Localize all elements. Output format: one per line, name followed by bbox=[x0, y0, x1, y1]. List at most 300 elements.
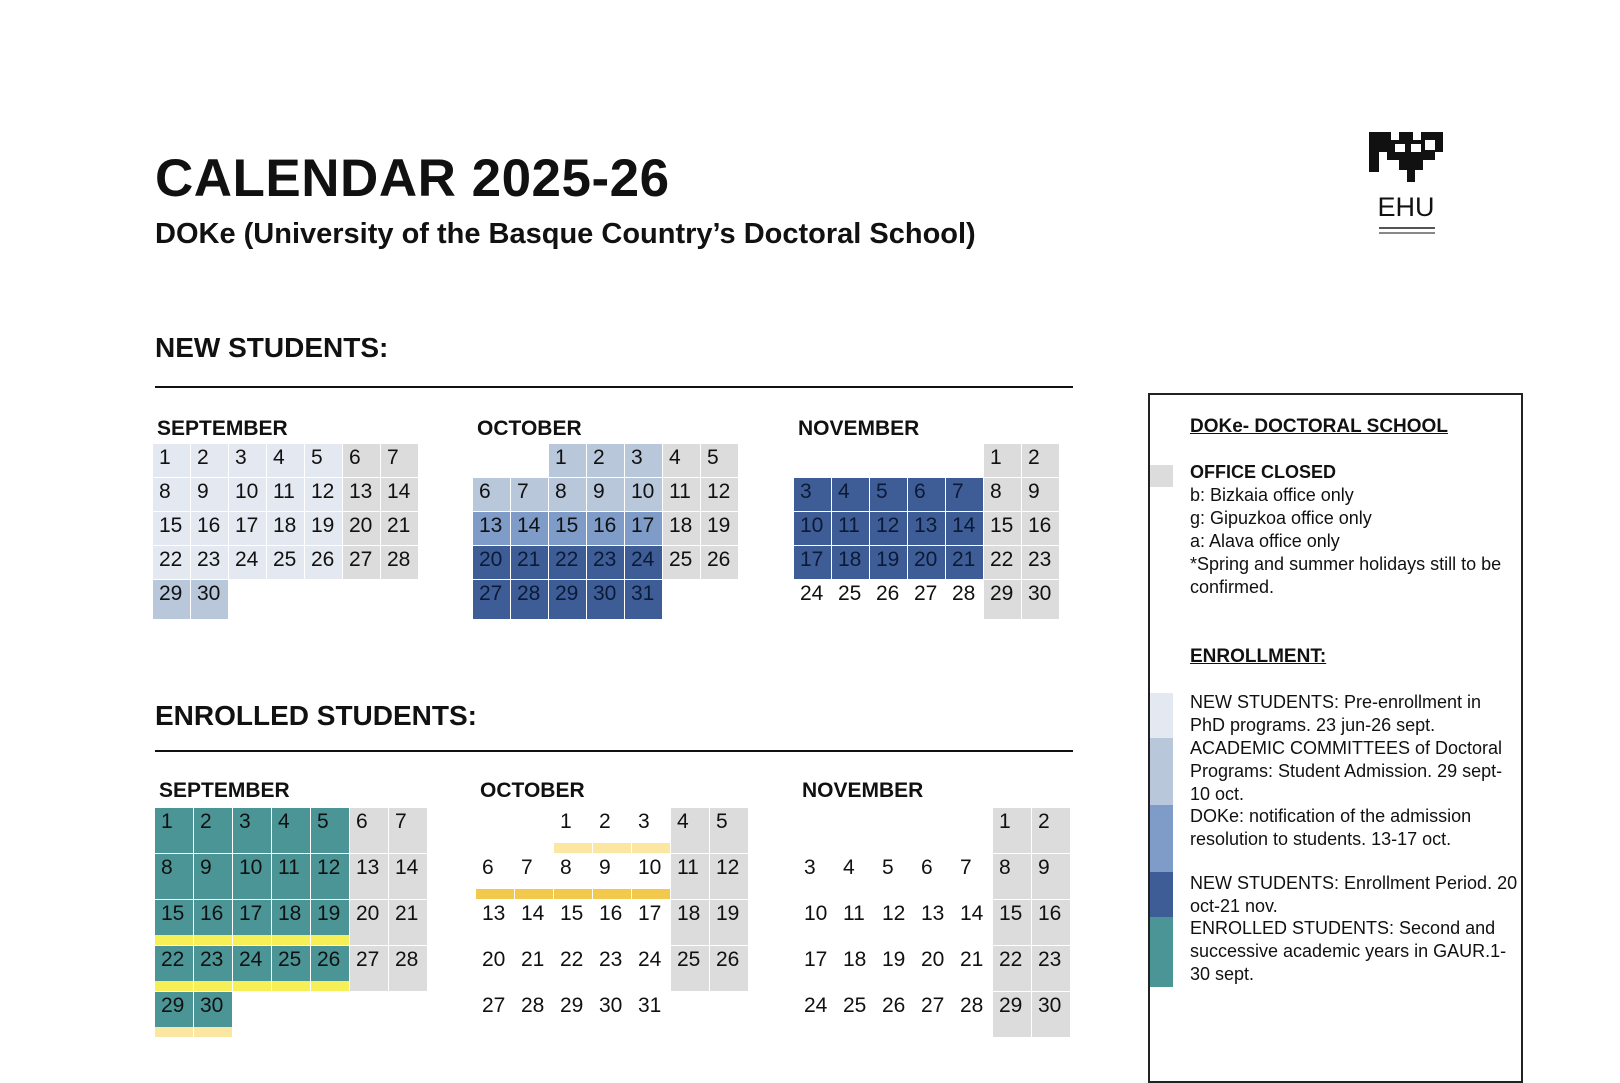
day-number: 11 bbox=[843, 902, 865, 925]
calendar-day bbox=[794, 512, 831, 545]
day-number: 9 bbox=[593, 480, 605, 503]
legend-item-text: ENROLLED STUDENTS: Second and successive academic years in GAUR.1-30 sept. bbox=[1190, 918, 1507, 984]
day-number: 26 bbox=[876, 582, 900, 605]
calendar-day bbox=[272, 946, 310, 991]
day-number: 29 bbox=[560, 994, 584, 1017]
day-number: 12 bbox=[882, 902, 906, 925]
section-heading-new-students: NEW STUDENTS: bbox=[155, 332, 389, 363]
calendar-day bbox=[915, 946, 953, 991]
day-number: 29 bbox=[990, 582, 1014, 605]
calendar-day bbox=[194, 854, 232, 899]
day-number: 18 bbox=[278, 902, 302, 925]
day-number: 12 bbox=[317, 856, 341, 879]
day-number: 11 bbox=[838, 514, 860, 537]
calendar-day bbox=[908, 512, 945, 545]
day-number: 31 bbox=[638, 994, 662, 1017]
calendar-day bbox=[311, 946, 349, 991]
day-number: 16 bbox=[599, 902, 623, 925]
day-number: 15 bbox=[560, 902, 584, 925]
calendar-day bbox=[870, 512, 907, 545]
calendar-day bbox=[671, 946, 709, 991]
calendar-day bbox=[710, 808, 748, 853]
legend-note: *Spring and summer holidays still to be confirmed. bbox=[1190, 554, 1502, 597]
calendar-day bbox=[870, 546, 907, 579]
day-highlight-bar bbox=[272, 935, 310, 945]
month-name: SEPTEMBER bbox=[157, 417, 288, 440]
calendar-day bbox=[908, 546, 945, 579]
calendar-day bbox=[663, 546, 700, 579]
calendar-day bbox=[194, 992, 232, 1037]
day-number: 22 bbox=[555, 548, 579, 571]
logo-tagline-line bbox=[1379, 227, 1435, 229]
calendar-day bbox=[625, 512, 662, 545]
calendar-day bbox=[233, 854, 271, 899]
day-number: 24 bbox=[239, 948, 263, 971]
calendar-day bbox=[549, 444, 586, 477]
day-number: 11 bbox=[669, 480, 691, 503]
month-name: OCTOBER bbox=[477, 417, 582, 440]
calendar-day bbox=[593, 808, 631, 853]
calendar-day bbox=[701, 512, 738, 545]
calendar-day bbox=[632, 854, 670, 899]
day-number: 6 bbox=[479, 480, 491, 503]
calendar-day bbox=[350, 854, 388, 899]
day-highlight-bar bbox=[632, 843, 670, 853]
calendar-day bbox=[794, 580, 831, 619]
day-number: 19 bbox=[716, 902, 740, 925]
day-number: 20 bbox=[349, 514, 373, 537]
calendar-day bbox=[915, 992, 953, 1037]
day-number: 18 bbox=[669, 514, 693, 537]
calendar-day bbox=[593, 854, 631, 899]
calendar-day bbox=[515, 900, 553, 945]
calendar-day bbox=[191, 478, 228, 511]
day-number: 26 bbox=[707, 548, 731, 571]
day-number: 19 bbox=[317, 902, 341, 925]
calendar-day bbox=[701, 478, 738, 511]
legend-swatch-pre-enrollment bbox=[1150, 693, 1173, 738]
calendar-day bbox=[625, 580, 662, 619]
day-number: 25 bbox=[273, 548, 297, 571]
day-number: 28 bbox=[960, 994, 984, 1017]
calendar-day bbox=[476, 854, 514, 899]
month-name: NOVEMBER bbox=[802, 779, 924, 802]
day-number: 9 bbox=[200, 856, 212, 879]
day-highlight-bar bbox=[311, 981, 349, 991]
day-number: 8 bbox=[161, 856, 173, 879]
day-number: 8 bbox=[159, 480, 171, 503]
calendar-day bbox=[837, 946, 875, 991]
calendar-day bbox=[305, 444, 342, 477]
calendar-day bbox=[305, 546, 342, 579]
legend-note: g: Gipuzkoa office only bbox=[1190, 508, 1372, 528]
calendar-day bbox=[915, 854, 953, 899]
day-number: 2 bbox=[197, 446, 209, 469]
day-number: 13 bbox=[914, 514, 938, 537]
calendar-day bbox=[476, 900, 514, 945]
day-highlight-bar bbox=[554, 843, 592, 853]
calendar-day bbox=[984, 478, 1021, 511]
day-number: 28 bbox=[521, 994, 545, 1017]
calendar-day bbox=[1032, 808, 1070, 853]
calendar-day bbox=[155, 900, 193, 945]
day-number: 2 bbox=[1038, 810, 1050, 833]
calendar-day bbox=[876, 992, 914, 1037]
day-number: 6 bbox=[921, 856, 933, 879]
day-number: 5 bbox=[716, 810, 728, 833]
calendar-day bbox=[233, 808, 271, 853]
day-number: 5 bbox=[876, 480, 888, 503]
day-number: 2 bbox=[593, 446, 605, 469]
legend-swatch-enrollment-period bbox=[1150, 872, 1173, 917]
calendar-day bbox=[710, 946, 748, 991]
calendar-day bbox=[1022, 546, 1059, 579]
legend-item-text: DOKe: notification of the admission resolution to students. 13-17 oct. bbox=[1190, 806, 1472, 849]
calendar-day bbox=[229, 478, 266, 511]
day-number: 17 bbox=[631, 514, 655, 537]
legend-item-text: ACADEMIC COMMITTEES of Doctoral Programs: Student Admission. 29 sept-10 oct. bbox=[1190, 738, 1503, 804]
day-number: 4 bbox=[843, 856, 855, 879]
day-number: 30 bbox=[599, 994, 623, 1017]
calendar-day bbox=[153, 546, 190, 579]
day-number: 21 bbox=[521, 948, 545, 971]
calendar-day bbox=[671, 900, 709, 945]
calendar-day bbox=[701, 546, 738, 579]
calendar-day bbox=[153, 512, 190, 545]
calendar-day bbox=[587, 478, 624, 511]
day-number: 22 bbox=[161, 948, 185, 971]
calendar-day bbox=[381, 478, 418, 511]
day-number: 7 bbox=[387, 446, 399, 469]
calendar-day bbox=[625, 546, 662, 579]
day-number: 8 bbox=[999, 856, 1011, 879]
day-highlight-bar bbox=[194, 935, 232, 945]
day-number: 29 bbox=[555, 582, 579, 605]
day-number: 18 bbox=[843, 948, 867, 971]
calendar-day bbox=[1022, 512, 1059, 545]
calendar-day bbox=[381, 512, 418, 545]
day-number: 4 bbox=[838, 480, 850, 503]
calendar-day bbox=[473, 512, 510, 545]
calendar-day bbox=[876, 946, 914, 991]
day-number: 6 bbox=[482, 856, 494, 879]
calendar-day bbox=[587, 512, 624, 545]
day-number: 20 bbox=[356, 902, 380, 925]
day-number: 22 bbox=[990, 548, 1014, 571]
day-number: 14 bbox=[517, 514, 541, 537]
calendar-day bbox=[476, 992, 514, 1037]
day-number: 27 bbox=[479, 582, 503, 605]
day-number: 24 bbox=[235, 548, 259, 571]
day-number: 13 bbox=[482, 902, 506, 925]
day-number: 3 bbox=[804, 856, 816, 879]
day-highlight-bar bbox=[554, 889, 592, 899]
day-number: 2 bbox=[1028, 446, 1040, 469]
day-number: 27 bbox=[921, 994, 945, 1017]
calendar-day bbox=[194, 808, 232, 853]
calendar-day bbox=[1022, 444, 1059, 477]
calendar-day bbox=[993, 946, 1031, 991]
section-rule bbox=[155, 750, 1073, 752]
calendar-day bbox=[870, 580, 907, 619]
calendar-day bbox=[625, 478, 662, 511]
calendar-day bbox=[837, 854, 875, 899]
day-number: 7 bbox=[521, 856, 533, 879]
legend-item-text: NEW STUDENTS: Pre-enrollment in PhD programs. 23 jun-26 sept. bbox=[1190, 692, 1482, 735]
day-number: 20 bbox=[482, 948, 506, 971]
day-number: 13 bbox=[921, 902, 945, 925]
day-number: 25 bbox=[843, 994, 867, 1017]
day-number: 7 bbox=[517, 480, 529, 503]
day-highlight-bar bbox=[593, 889, 631, 899]
day-number: 16 bbox=[1038, 902, 1062, 925]
day-number: 5 bbox=[311, 446, 323, 469]
calendar-day bbox=[153, 580, 190, 619]
day-number: 19 bbox=[707, 514, 731, 537]
calendar-day bbox=[267, 478, 304, 511]
day-number: 25 bbox=[838, 582, 862, 605]
calendar-day bbox=[1022, 580, 1059, 619]
day-number: 26 bbox=[716, 948, 740, 971]
calendar-day bbox=[191, 580, 228, 619]
day-number: 30 bbox=[1038, 994, 1062, 1017]
day-number: 2 bbox=[599, 810, 611, 833]
ehu-emblem-icon bbox=[1365, 130, 1447, 190]
day-number: 21 bbox=[395, 902, 419, 925]
calendar-day bbox=[798, 992, 836, 1037]
calendar-day bbox=[593, 946, 631, 991]
calendar-day bbox=[350, 900, 388, 945]
day-number: 1 bbox=[999, 810, 1011, 833]
calendar-day bbox=[229, 444, 266, 477]
day-number: 1 bbox=[555, 446, 567, 469]
calendar-day bbox=[476, 946, 514, 991]
calendar-day bbox=[272, 854, 310, 899]
day-number: 4 bbox=[273, 446, 285, 469]
calendar-day bbox=[155, 854, 193, 899]
day-number: 19 bbox=[876, 548, 900, 571]
day-number: 10 bbox=[239, 856, 263, 879]
calendar-day bbox=[511, 512, 548, 545]
day-number: 28 bbox=[387, 548, 411, 571]
day-number: 19 bbox=[311, 514, 335, 537]
calendar-day bbox=[549, 546, 586, 579]
calendar-day bbox=[191, 512, 228, 545]
day-number: 21 bbox=[517, 548, 541, 571]
calendar-day bbox=[229, 546, 266, 579]
day-number: 13 bbox=[356, 856, 380, 879]
day-number: 8 bbox=[560, 856, 572, 879]
calendar-day bbox=[663, 512, 700, 545]
day-number: 12 bbox=[716, 856, 740, 879]
calendar-day bbox=[350, 946, 388, 991]
day-number: 14 bbox=[521, 902, 545, 925]
month-name: SEPTEMBER bbox=[159, 779, 290, 802]
day-number: 21 bbox=[387, 514, 411, 537]
day-number: 15 bbox=[159, 514, 183, 537]
day-number: 23 bbox=[197, 548, 221, 571]
calendar-day bbox=[946, 546, 983, 579]
calendar-day bbox=[798, 854, 836, 899]
day-number: 9 bbox=[1038, 856, 1050, 879]
legend-note: b: Bizkaia office only bbox=[1190, 485, 1354, 505]
day-number: 25 bbox=[278, 948, 302, 971]
calendar-day bbox=[587, 546, 624, 579]
day-number: 30 bbox=[197, 582, 221, 605]
day-number: 8 bbox=[555, 480, 567, 503]
calendar-day bbox=[1032, 900, 1070, 945]
ehu-logo bbox=[1365, 130, 1447, 240]
legend-swatch-enrolled-students bbox=[1150, 917, 1173, 987]
calendar-day bbox=[710, 854, 748, 899]
day-highlight-bar bbox=[272, 981, 310, 991]
day-number: 3 bbox=[235, 446, 247, 469]
day-number: 20 bbox=[914, 548, 938, 571]
calendar-day bbox=[1022, 478, 1059, 511]
day-number: 3 bbox=[638, 810, 650, 833]
calendar-day bbox=[381, 546, 418, 579]
day-number: 20 bbox=[921, 948, 945, 971]
day-number: 9 bbox=[1028, 480, 1040, 503]
calendar-day bbox=[515, 854, 553, 899]
calendar-day bbox=[267, 512, 304, 545]
day-number: 28 bbox=[952, 582, 976, 605]
day-highlight-bar bbox=[233, 935, 271, 945]
calendar-day bbox=[233, 900, 271, 945]
month-name: OCTOBER bbox=[480, 779, 585, 802]
calendar-day bbox=[554, 808, 592, 853]
day-number: 3 bbox=[800, 480, 812, 503]
legend-heading-enrollment: ENROLLMENT: bbox=[1190, 646, 1327, 667]
day-number: 10 bbox=[800, 514, 824, 537]
calendar-day bbox=[908, 580, 945, 619]
calendar-day bbox=[993, 854, 1031, 899]
day-number: 30 bbox=[1028, 582, 1052, 605]
day-highlight-bar bbox=[632, 889, 670, 899]
calendar-day bbox=[587, 444, 624, 477]
day-number: 22 bbox=[159, 548, 183, 571]
day-number: 2 bbox=[200, 810, 212, 833]
calendar-day bbox=[984, 444, 1021, 477]
calendar-day bbox=[473, 478, 510, 511]
day-number: 8 bbox=[990, 480, 1002, 503]
day-number: 18 bbox=[273, 514, 297, 537]
day-number: 11 bbox=[677, 856, 699, 879]
day-number: 24 bbox=[631, 548, 655, 571]
calendar-day bbox=[155, 946, 193, 991]
calendar-day bbox=[993, 808, 1031, 853]
day-number: 3 bbox=[239, 810, 251, 833]
day-highlight-bar bbox=[233, 981, 271, 991]
calendar-day bbox=[984, 512, 1021, 545]
calendar-day bbox=[794, 546, 831, 579]
day-number: 14 bbox=[387, 480, 411, 503]
day-highlight-bar bbox=[515, 889, 553, 899]
calendar-day bbox=[984, 580, 1021, 619]
calendar-day bbox=[229, 512, 266, 545]
legend-swatch-office-closed bbox=[1150, 465, 1173, 487]
month-name: NOVEMBER bbox=[798, 417, 920, 440]
day-number: 16 bbox=[593, 514, 617, 537]
calendar-day bbox=[984, 546, 1021, 579]
day-number: 14 bbox=[952, 514, 976, 537]
calendar-day bbox=[473, 546, 510, 579]
day-number: 22 bbox=[999, 948, 1023, 971]
day-number: 23 bbox=[200, 948, 224, 971]
day-number: 12 bbox=[707, 480, 731, 503]
day-number: 29 bbox=[999, 994, 1023, 1017]
day-number: 17 bbox=[804, 948, 828, 971]
day-number: 25 bbox=[669, 548, 693, 571]
legend-note: a: Alava office only bbox=[1190, 531, 1340, 551]
day-number: 16 bbox=[200, 902, 224, 925]
day-number: 20 bbox=[479, 548, 503, 571]
day-number: 15 bbox=[999, 902, 1023, 925]
day-number: 24 bbox=[638, 948, 662, 971]
calendar-day bbox=[946, 478, 983, 511]
day-number: 5 bbox=[707, 446, 719, 469]
calendar-day bbox=[993, 992, 1031, 1037]
day-number: 23 bbox=[1038, 948, 1062, 971]
calendar-day bbox=[194, 946, 232, 991]
day-number: 7 bbox=[960, 856, 972, 879]
legend-heading-school: DOKe- DOCTORAL SCHOOL bbox=[1190, 416, 1448, 437]
calendar-day bbox=[473, 580, 510, 619]
calendar-day bbox=[511, 546, 548, 579]
day-number: 16 bbox=[1028, 514, 1052, 537]
day-number: 4 bbox=[278, 810, 290, 833]
day-number: 17 bbox=[239, 902, 263, 925]
calendar-day bbox=[794, 478, 831, 511]
day-number: 6 bbox=[914, 480, 926, 503]
logo-tagline-line bbox=[1379, 232, 1435, 234]
day-number: 1 bbox=[990, 446, 1002, 469]
day-number: 18 bbox=[677, 902, 701, 925]
calendar-day bbox=[343, 444, 380, 477]
day-number: 15 bbox=[161, 902, 185, 925]
day-number: 31 bbox=[631, 582, 655, 605]
calendar-day bbox=[389, 808, 427, 853]
day-highlight-bar bbox=[155, 981, 193, 991]
legend-office-block bbox=[1190, 461, 1520, 599]
day-number: 5 bbox=[317, 810, 329, 833]
day-number: 6 bbox=[349, 446, 361, 469]
day-number: 28 bbox=[517, 582, 541, 605]
day-number: 24 bbox=[800, 582, 824, 605]
day-number: 1 bbox=[161, 810, 173, 833]
calendar-day bbox=[191, 444, 228, 477]
day-number: 4 bbox=[669, 446, 681, 469]
calendar-day bbox=[632, 900, 670, 945]
day-highlight-bar bbox=[194, 981, 232, 991]
day-number: 14 bbox=[960, 902, 984, 925]
calendar-day bbox=[305, 512, 342, 545]
day-number: 16 bbox=[197, 514, 221, 537]
day-number: 23 bbox=[1028, 548, 1052, 571]
day-number: 13 bbox=[479, 514, 503, 537]
page-subtitle: DOKe (University of the Basque Country’s Doctoral School) bbox=[155, 218, 976, 250]
calendar-day bbox=[593, 992, 631, 1037]
calendar-day bbox=[389, 900, 427, 945]
day-number: 17 bbox=[235, 514, 259, 537]
day-number: 21 bbox=[952, 548, 976, 571]
day-number: 1 bbox=[159, 446, 171, 469]
day-number: 27 bbox=[482, 994, 506, 1017]
day-number: 10 bbox=[804, 902, 828, 925]
calendar-day bbox=[194, 900, 232, 945]
day-number: 25 bbox=[677, 948, 701, 971]
calendar-day bbox=[272, 900, 310, 945]
